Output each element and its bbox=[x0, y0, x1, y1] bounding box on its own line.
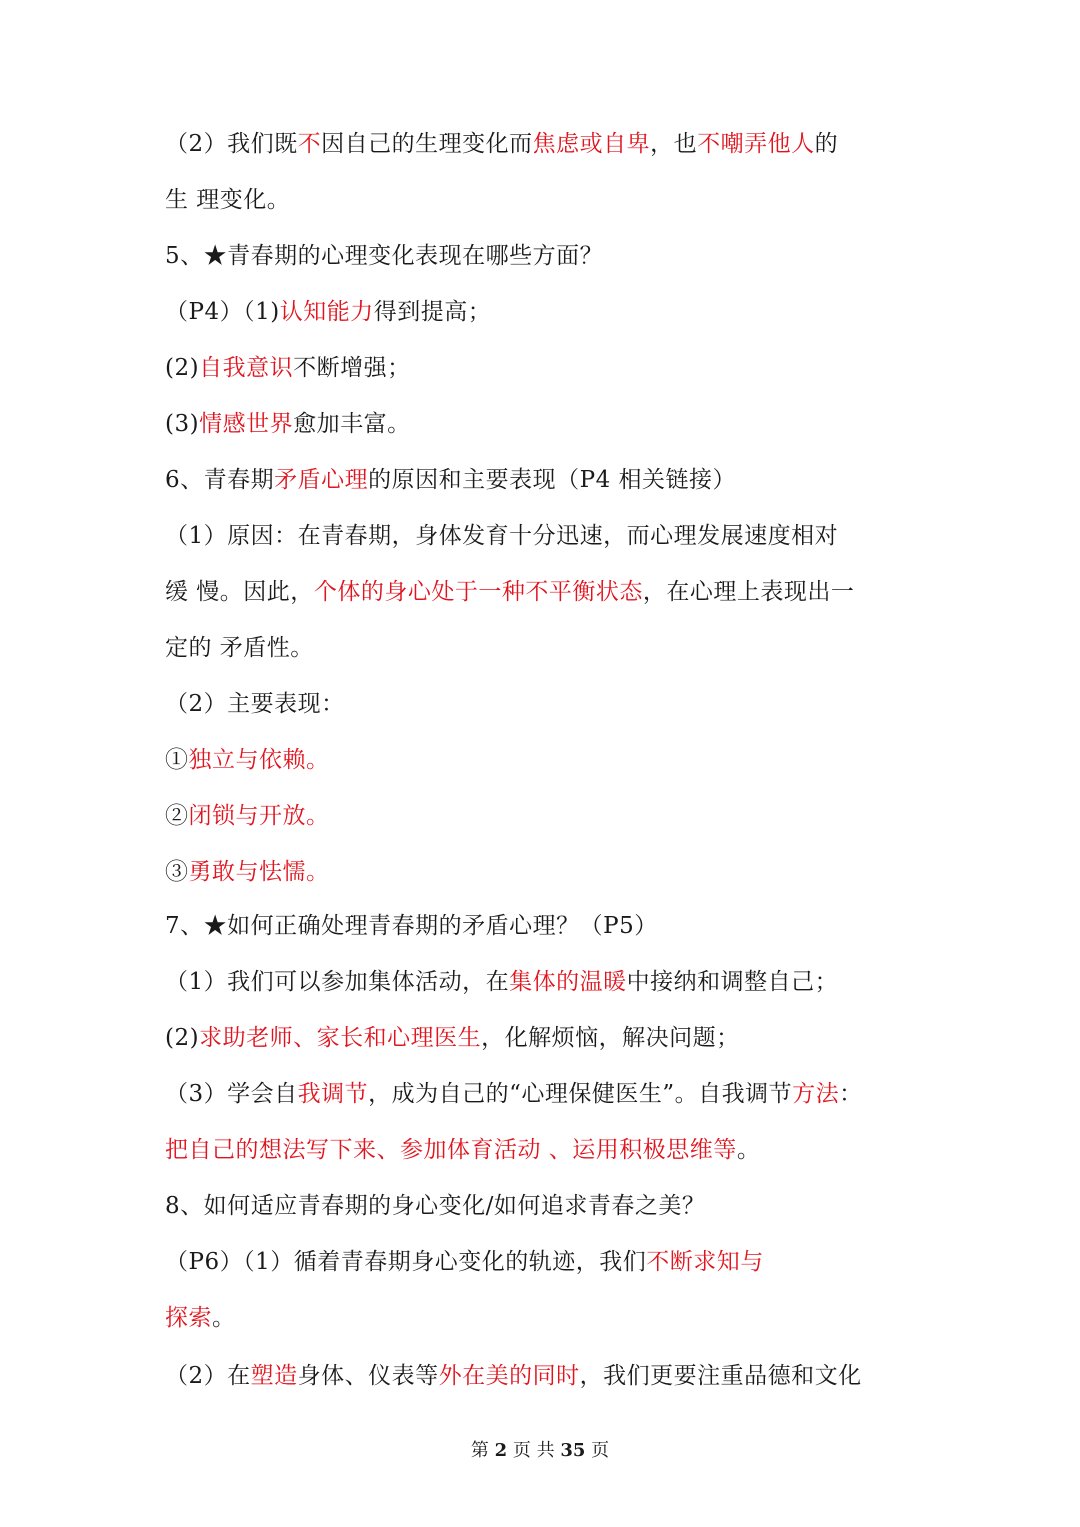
footer-current-page: 2 bbox=[494, 1440, 508, 1461]
body-text: 5、★青春期的心理变化表现在哪些方面？ bbox=[165, 243, 604, 269]
emphasis-text: 自我意识 bbox=[199, 355, 294, 381]
body-text: 生 理变化。 bbox=[165, 187, 291, 213]
emphasis-text: 不 bbox=[297, 131, 322, 157]
emphasis-text: 闭锁与开放。 bbox=[188, 803, 330, 829]
text-line bbox=[165, 1360, 945, 1392]
body-text: ： bbox=[839, 1081, 863, 1107]
text-line bbox=[165, 576, 945, 608]
text-line bbox=[165, 1022, 945, 1054]
text-line bbox=[165, 1078, 945, 1110]
emphasis-text: 我调节 bbox=[297, 1081, 369, 1107]
body-text: 6、青春期 bbox=[165, 467, 275, 493]
text-line bbox=[165, 966, 945, 998]
text-line bbox=[165, 910, 945, 942]
body-text: ，成为自己的“心理保健医生”。自我调节 bbox=[368, 1081, 793, 1107]
page-footer bbox=[0, 1438, 1080, 1464]
emphasis-text: 求助老师、家长和心理医生 bbox=[199, 1025, 482, 1051]
text-line bbox=[165, 744, 945, 776]
body-text: （1）我们可以参加集体活动，在 bbox=[165, 969, 510, 995]
emphasis-text: 矛盾心理 bbox=[274, 467, 369, 493]
text-line bbox=[165, 1134, 945, 1166]
body-text: ③ bbox=[165, 859, 189, 885]
emphasis-text: 情感世界 bbox=[199, 411, 294, 437]
text-line bbox=[165, 800, 945, 832]
body-text: 的原因和主要表现（P4 相关链接） bbox=[368, 467, 737, 493]
body-text: 不断增强； bbox=[293, 355, 411, 381]
text-line bbox=[165, 408, 945, 440]
text-line bbox=[165, 1190, 945, 1222]
body-text: （2）主要表现： bbox=[165, 691, 345, 717]
body-text: (2) bbox=[165, 1025, 200, 1051]
text-line bbox=[165, 1302, 945, 1334]
emphasis-text: 不嘲弄他人 bbox=[697, 131, 815, 157]
body-text: 。 bbox=[212, 1305, 236, 1331]
body-text: ，我们更要注重品德和文化 bbox=[579, 1363, 862, 1389]
emphasis-text: 方法 bbox=[792, 1081, 840, 1107]
body-text: 8、如何适应青春期的身心变化/如何追求青春之美？ bbox=[165, 1193, 706, 1219]
emphasis-text: 外在美的同时 bbox=[438, 1363, 580, 1389]
text-line bbox=[165, 856, 945, 888]
body-text: 定的 矛盾性。 bbox=[165, 635, 314, 661]
text-line bbox=[165, 184, 945, 216]
emphasis-text: 把自己的想法写下来、参加体育活动 、运用积极思维等 bbox=[165, 1137, 737, 1163]
body-text: 因自己的生理变化而 bbox=[321, 131, 533, 157]
body-text: 得到提高； bbox=[373, 299, 492, 325]
body-text: （1）原因：在青春期，身体发育十分迅速，而心理发展速度相对 bbox=[165, 523, 839, 549]
emphasis-text: 独立与依赖。 bbox=[188, 747, 330, 773]
body-text: 中接纳和调整自己； bbox=[626, 969, 839, 995]
body-text: ，化解烦恼，解决问题； bbox=[481, 1025, 740, 1051]
emphasis-text: 焦虑或自卑 bbox=[532, 131, 651, 157]
emphasis-text: 个体的身心处于一种不平衡状态 bbox=[313, 579, 643, 605]
footer-total-pages: 35 bbox=[560, 1440, 586, 1461]
text-line bbox=[165, 240, 945, 272]
emphasis-text: 探索 bbox=[165, 1305, 212, 1331]
footer-suffix: 页 bbox=[591, 1440, 610, 1461]
body-text: ，在心理上表现出一 bbox=[642, 579, 855, 605]
body-text: ② bbox=[165, 803, 189, 829]
body-text: （2）我们既 bbox=[165, 131, 298, 157]
body-text: （P4）（1) bbox=[165, 299, 280, 325]
body-text: (3) bbox=[165, 411, 200, 437]
body-text: 身体、仪表等 bbox=[297, 1363, 439, 1389]
text-line bbox=[165, 464, 945, 496]
body-text: ，也 bbox=[650, 131, 698, 157]
body-text: 的 bbox=[814, 131, 839, 157]
text-line bbox=[165, 352, 945, 384]
footer-middle: 页 共 bbox=[512, 1440, 555, 1461]
emphasis-text: 集体的温暖 bbox=[509, 969, 627, 995]
text-line bbox=[165, 632, 945, 664]
body-text: 7、★如何正确处理青春期的矛盾心理？（P5） bbox=[165, 913, 658, 939]
emphasis-text: 塑造 bbox=[250, 1363, 298, 1389]
body-text: （P6）（1）循着青春期身心变化的轨迹，我们 bbox=[165, 1249, 647, 1275]
text-line bbox=[165, 520, 945, 552]
body-text: (2) bbox=[165, 355, 200, 381]
emphasis-text: 勇敢与怯懦。 bbox=[188, 859, 330, 885]
body-text: 缓 慢。因此， bbox=[165, 579, 314, 605]
emphasis-text: 认知能力 bbox=[279, 299, 374, 325]
text-line bbox=[165, 128, 945, 160]
emphasis-text: 不断求知与 bbox=[646, 1249, 764, 1275]
body-text: ① bbox=[165, 747, 189, 773]
body-text: 。 bbox=[736, 1137, 761, 1163]
text-line bbox=[165, 688, 945, 720]
text-line bbox=[165, 296, 945, 328]
body-text: 愈加丰富。 bbox=[293, 411, 411, 437]
footer-prefix: 第 bbox=[470, 1440, 489, 1461]
body-text: （3）学会自 bbox=[165, 1081, 298, 1107]
text-line bbox=[165, 1246, 945, 1278]
body-text: （2）在 bbox=[165, 1363, 251, 1389]
